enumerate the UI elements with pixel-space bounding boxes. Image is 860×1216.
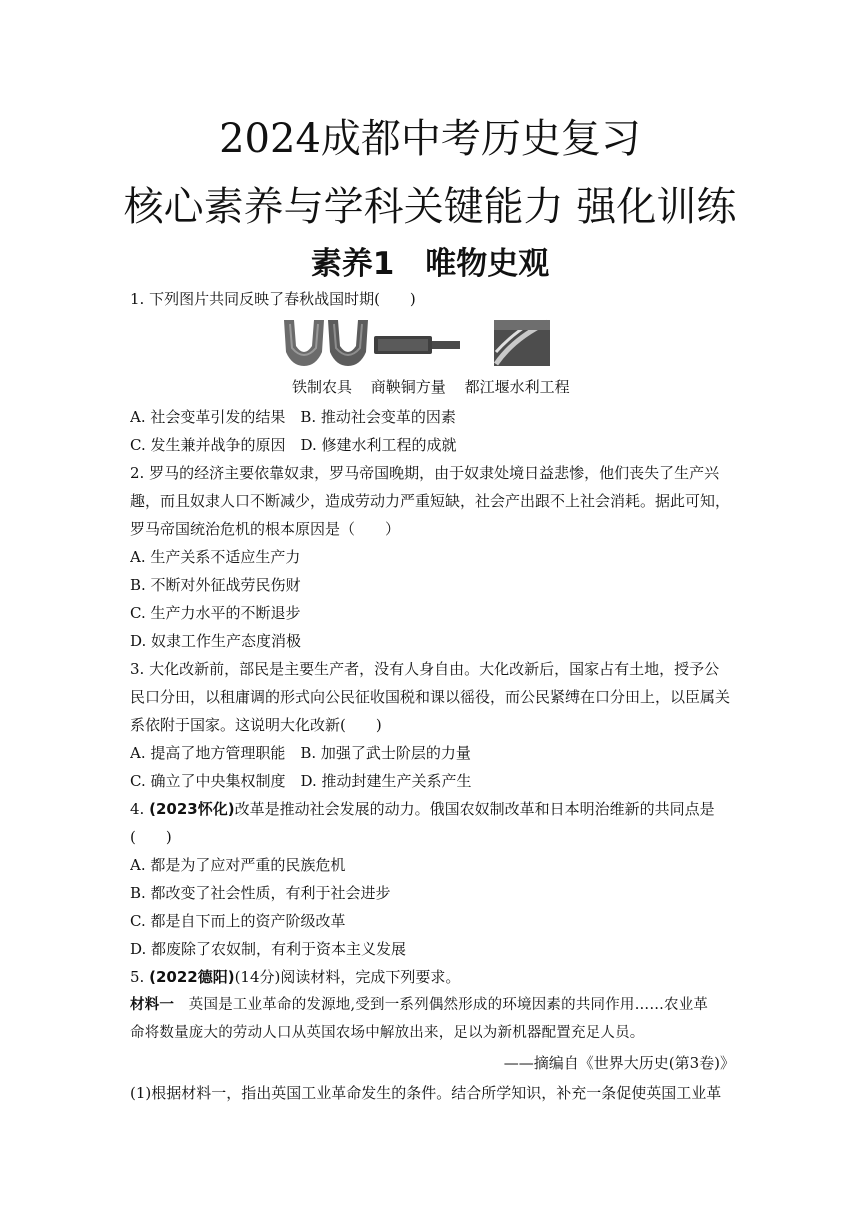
question-5-number: 5.: [130, 968, 150, 986]
question-4-stem: 改革是推动社会发展的动力。俄国农奴制改革和日本明治维新的共同点是: [234, 800, 715, 818]
question-2-option-d: D. 奴隶工作生产态度消极: [130, 632, 302, 650]
caption-dujiangyan: 都江堰水利工程: [464, 378, 570, 396]
question-4-option-d: D. 都废除了农奴制，有利于资本主义发展: [130, 940, 407, 958]
material-1-citation: ——摘编自《世界大历史(第3卷)》: [503, 1054, 735, 1072]
question-2-line-3: 罗马帝国统治危机的根本原因是（ ）: [130, 520, 401, 538]
question-1-image-captions: [292, 376, 584, 398]
question-3-line-1: 3. 大化改新前，部民是主要生产者，没有人身自由。大化改新后，国家占有土地，授予公: [130, 660, 720, 678]
question-5-source: (2022德阳): [149, 968, 235, 986]
question-2-line-1: 2. 罗马的经济主要依靠奴隶，罗马帝国晚期，由于奴隶处境日益悲惨，他们丧失了生产兴: [130, 464, 720, 482]
question-4-number: 4.: [130, 800, 150, 818]
question-3-options-ab: A. 提高了地方管理职能 B. 加强了武士阶层的力量: [130, 744, 471, 762]
caption-bronze-measure: 商鞅铜方量: [370, 378, 446, 396]
question-4-source: (2023怀化): [149, 800, 235, 818]
iron-tools-image: [284, 320, 368, 366]
material-1-line-2: 命将数量庞大的劳动人口从英国农场中解放出来，足以为新机器配置充足人员。: [130, 1025, 645, 1041]
question-1-options-ab: A. 社会变革引发的结果 B. 推动社会变革的因素: [130, 408, 456, 426]
bronze-measure-image: [374, 336, 460, 354]
question-4-option-c: C. 都是自下而上的资产阶级改革: [130, 912, 346, 930]
question-1-options-cd: C. 发生兼并战争的原因 D. 修建水利工程的成就: [130, 436, 457, 454]
section-title: 素养1 唯物史观: [310, 246, 550, 282]
question-2-option-b: B. 不断对外征战劳民伤财: [130, 576, 301, 594]
question-4-line-2: ( ): [130, 828, 172, 846]
question-4-option-b: B. 都改变了社会性质，有利于社会进步: [130, 884, 391, 902]
material-1-text: 英国是工业革命的发源地,受到一系列偶然形成的环境因素的共同作用……农业革: [174, 997, 709, 1013]
material-1-label: 材料一: [130, 997, 175, 1013]
question-1-stem: 1. 下列图片共同反映了春秋战国时期( ): [130, 290, 416, 308]
caption-iron-tools: 铁制农具: [292, 378, 353, 396]
question-4-option-a: A. 都是为了应对严重的民族危机: [130, 856, 346, 874]
question-5-stem: (14分)阅读材料，完成下列要求。: [234, 968, 461, 986]
question-2-line-2: 趣，而且奴隶人口不断减少，造成劳动力严重短缺，社会产出跟不上社会消耗。据此可知，: [130, 492, 731, 510]
question-1-images: [282, 318, 552, 368]
question-3-line-3: 系依附于国家。这说明大化改新( ): [130, 716, 382, 734]
document-title: 2024成都中考历史复习: [219, 116, 641, 162]
question-3-line-2: 民口分田，以租庸调的形式向公民征收国税和课以徭役，而公民紧缚在口分田上，以臣属关: [130, 688, 731, 706]
question-2-option-c: C. 生产力水平的不断退步: [130, 604, 301, 622]
question-5-subquestion-1: (1)根据材料一，指出英国工业革命发生的条件。结合所学知识，补充一条促使英国工业革: [130, 1084, 722, 1102]
dujiangyan-image: [494, 320, 550, 366]
question-3-options-cd: C. 确立了中央集权制度 D. 推动封建生产关系产生: [130, 772, 472, 790]
question-5-line-1: [130, 966, 735, 988]
question-4-line-1: [130, 798, 735, 820]
material-1-line-1: [130, 994, 735, 1016]
question-2-option-a: A. 生产关系不适应生产力: [130, 548, 301, 566]
document-subtitle: 核心素养与学科关键能力 强化训练: [123, 184, 737, 230]
